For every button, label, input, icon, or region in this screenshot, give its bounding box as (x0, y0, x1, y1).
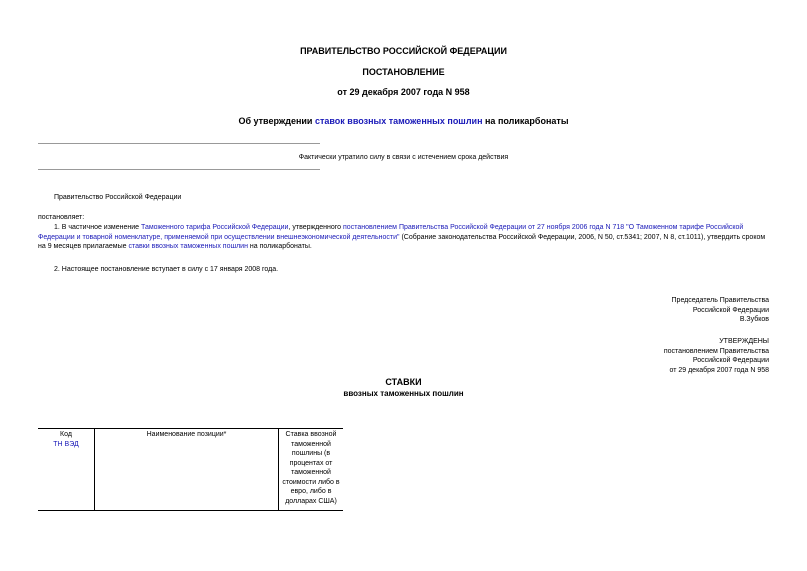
header-code: Код ТН ВЭД (38, 429, 95, 511)
government-heading: ПРАВИТЕЛЬСТВО РОССИЙСКОЙ ФЕДЕРАЦИИ (300, 46, 507, 56)
document-title (0, 116, 807, 127)
signature-block (469, 296, 769, 325)
rates-title: СТАВКИ (385, 377, 422, 387)
rates-table-wrapper (38, 428, 343, 511)
resolution-718-link[interactable]: постановлением Правительства Российской Федерации от 27 ноября 2006 года N 718 "О Таможенном тарифе Российской Федерации и товарной номенклатуре, применяемой при осуществлении внешнеэкономической деятельности" (38, 224, 744, 241)
table-header-row (38, 429, 343, 511)
rates-subtitle: ввозных таможенных пошлин (343, 389, 464, 398)
intro-text: Правительство Российской Федерации (54, 194, 182, 201)
signature-line-1: Председатель Правительства (671, 297, 769, 304)
header-name: Наименование позиции* (95, 429, 279, 511)
header-rate: Ставка ввозной таможенной пошлины (в процентах от таможенной стоимости либо в евро, либо в долларах США) (279, 429, 344, 511)
status-note: Фактически утратило силу в связи с истечением срока действия (298, 154, 509, 161)
paragraph-1: 1. В частичное изменение Таможенного тарифа Российской Федерации, утвержденного постановлением Правительства Российской Федерации от 27 ноября 2006 года N 718 "О Таможенном тарифе Российской Федерации и товарной номенклатуре, применяемой при осуществлении внешнеэкономической деятельности" (Собрание законодательства Российской Федерации, 2006, N 50, ст.5341; 2007, N 8, ст.1011), утвердить сроком на 9 месяцев прилагаемые ставки ввозных таможенных пошлин на поликарбонаты. (38, 224, 766, 250)
approved-line-4: от 29 декабря 2007 года N 958 (669, 366, 769, 374)
signature-line-3: В.Зубков (739, 316, 769, 323)
date-number: от 29 декабря 2007 года N 958 (337, 87, 470, 97)
doc-type-heading: ПОСТАНОВЛЕНИЕ (362, 67, 445, 77)
divider-bottom (38, 169, 320, 170)
rates-link[interactable]: ставки ввозных таможенных пошлин (128, 243, 248, 250)
paragraph-2: 2. Настоящее постановление вступает в силу с 17 января 2008 года. (54, 266, 279, 273)
title-link[interactable]: ставок ввозных таможенных пошлин (314, 116, 483, 126)
title-prefix: Об утверждении (238, 116, 315, 126)
customs-tariff-link[interactable]: Таможенного тарифа Российской Федерации (141, 224, 289, 231)
signature-line-2: Российской Федерации (692, 306, 769, 314)
approved-block (469, 337, 769, 375)
tn-ved-link[interactable]: ТН ВЭД (53, 440, 79, 448)
approved-line-2: постановлением Правительства (663, 347, 769, 355)
divider-top (38, 143, 320, 144)
approved-line-3: Российской Федерации (692, 357, 769, 364)
approved-line-1: УТВЕРЖДЕНЫ (719, 338, 769, 345)
title-suffix: на поликарбонаты (482, 116, 569, 126)
rates-table (38, 428, 343, 511)
decrees-text: постановляет: (38, 214, 85, 221)
